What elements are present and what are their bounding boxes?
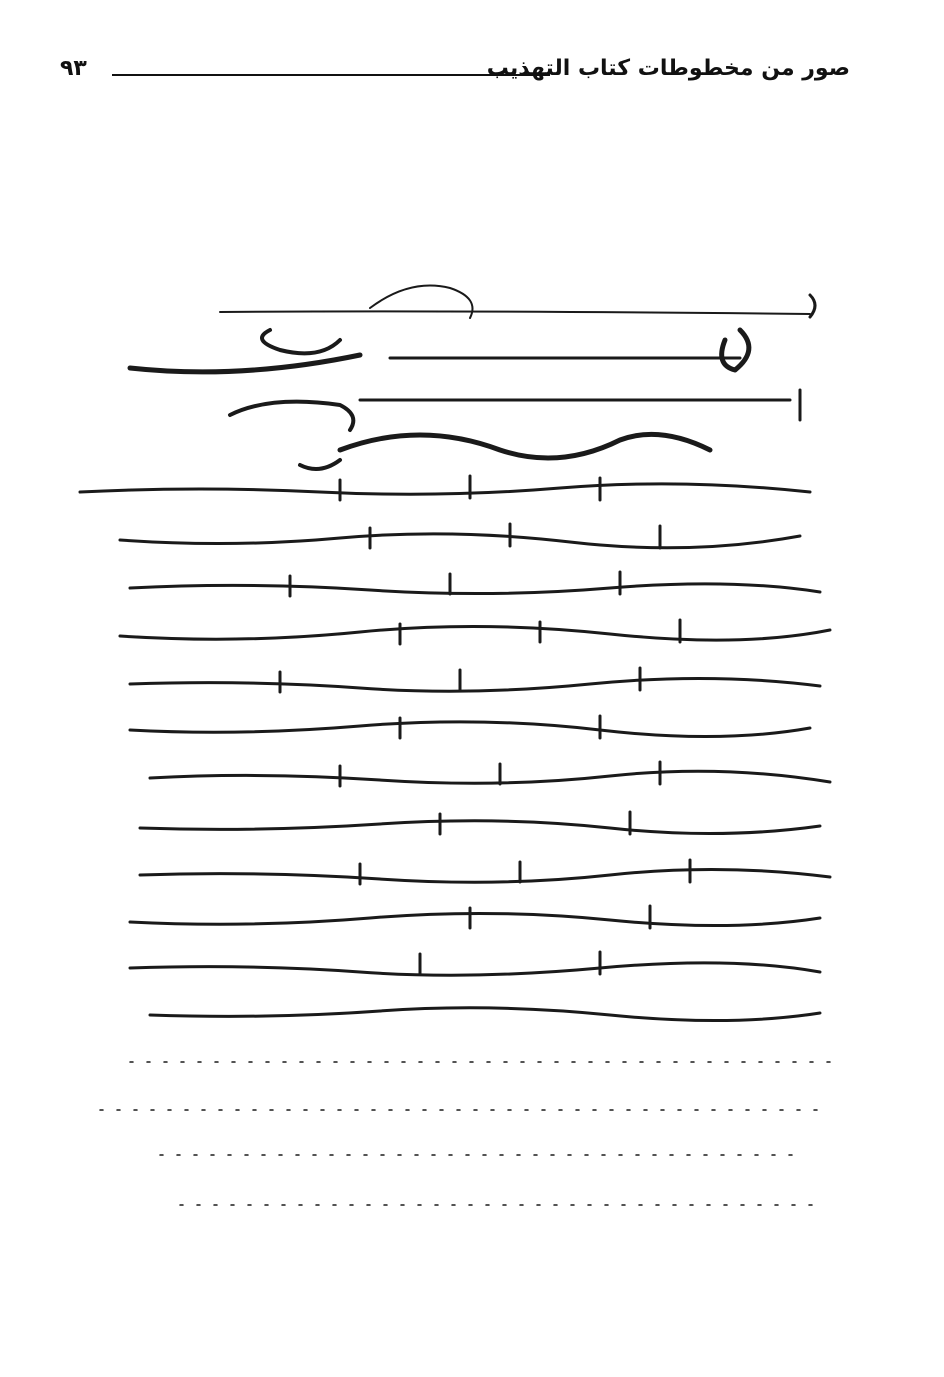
running-title: صور من مخطوطات كتاب التهذيب: [486, 56, 850, 81]
manuscript-handwriting: [40, 250, 860, 1250]
header-rule: [112, 74, 550, 76]
page-header: [60, 52, 850, 92]
manuscript-image: [40, 250, 860, 1250]
page-number: ٩٣: [60, 56, 87, 81]
